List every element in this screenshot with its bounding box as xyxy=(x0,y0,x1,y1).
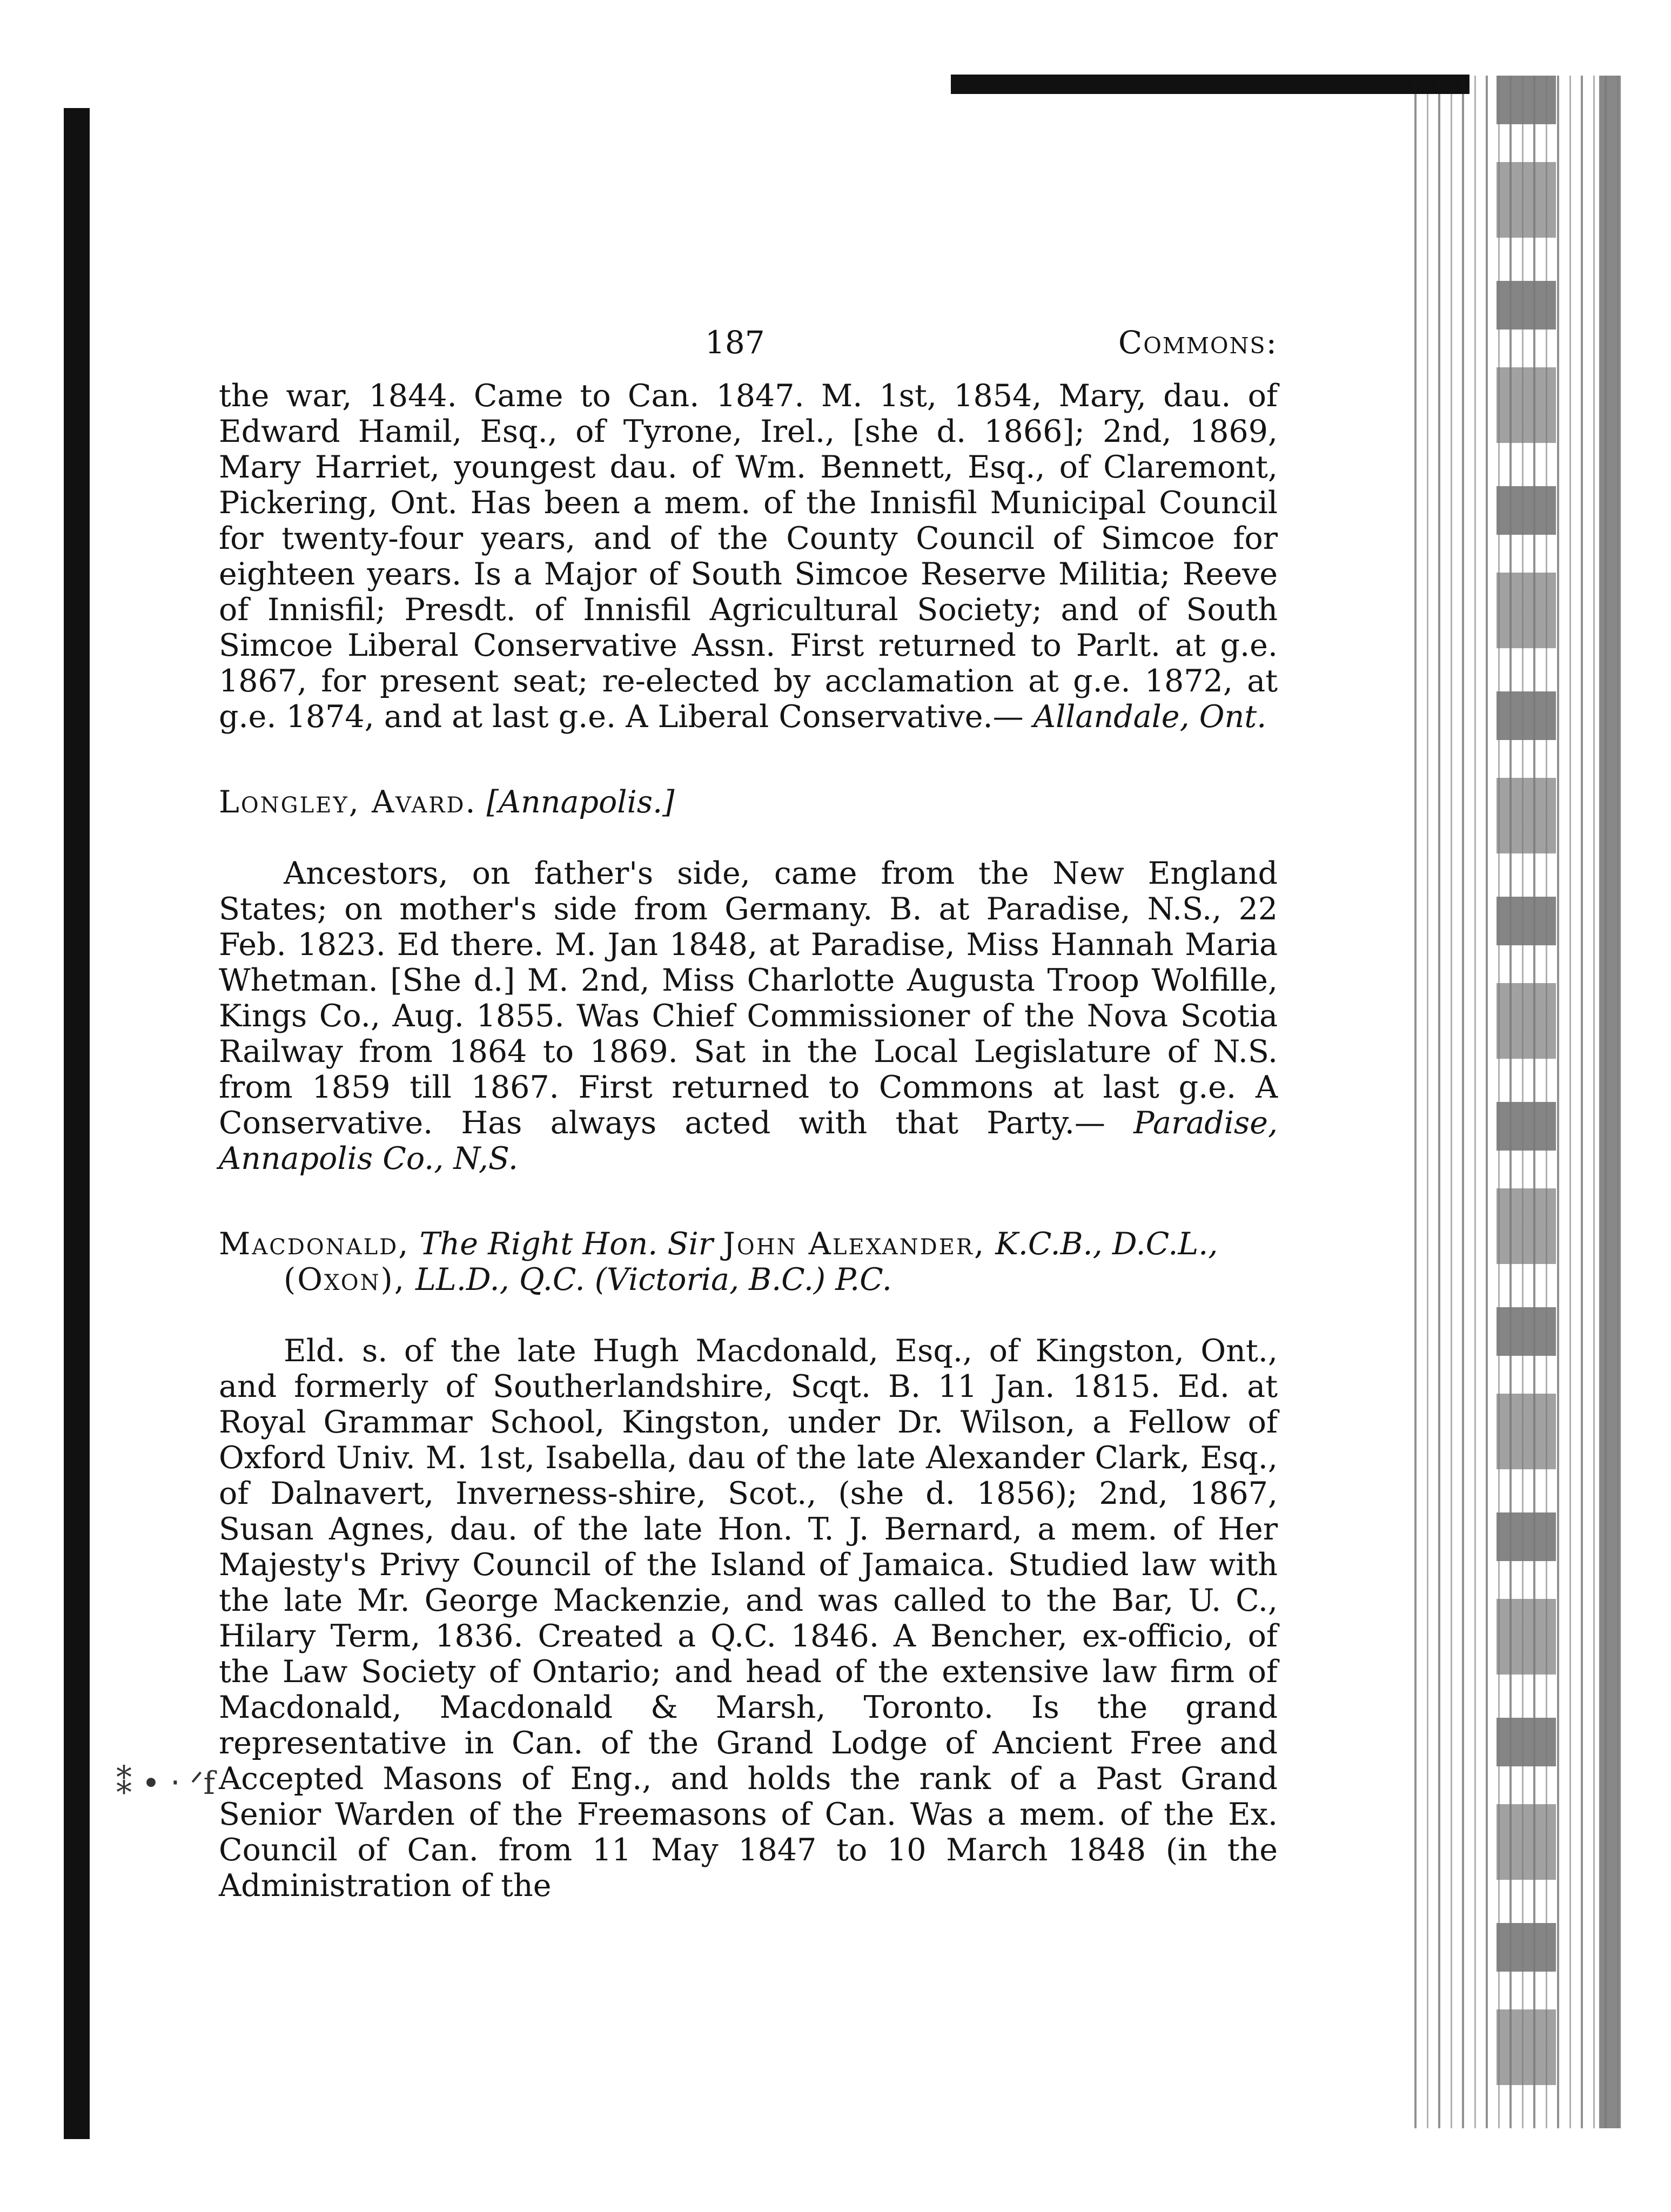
entry-heading-continuation xyxy=(219,1262,1278,1297)
entry-title: The Right Hon. Sir xyxy=(419,1226,713,1262)
entry-honours-oxon: (Oxon), xyxy=(284,1262,406,1297)
entry-post-nominal: P.C. xyxy=(835,1262,892,1297)
scan-page-edge xyxy=(1405,76,1621,2128)
entry-given-names: John Alexander, xyxy=(723,1226,986,1262)
entry-body-text: Ancestors, on father's side, came from the New England States; on mother's side from Germany. B. at Paradise, N.S., 22 Feb. 1823. Ed there. M. Jan 1848, at Paradise, Miss Hannah Maria Whetman. [She d.] M. 2nd, Miss Charlotte Augusta Troop Wolfille, Kings Co., Aug. 1855. Was Chief Commissioner of the Nova Scotia Railway from 1864 to 1869. Sat in the Local Legislature of N.S. from 1859 till 1867. First returned to Commons at last g.e. A Conservative. Has always acted with that Party.— xyxy=(219,856,1278,1141)
continued-entry-text: the war, 1844. Came to Can. 1847. M. 1st, 1854, Mary, dau. of Edward Hamil, Esq., of Tyrone, Irel., [she d. 1866]; 2nd, 1869, Mary Harriet, youngest dau. of Wm. Bennett, Esq., of Claremont, Pickering, Ont. Has been a mem. of the Innisfil Municipal Council for twenty-four years, and of the County Council of Simcoe for eighteen years. Is a Major of South Simcoe Reserve Militia; Reeve of Innisfil; Presdt. of Innisfil Agricultural Society; and of South Simcoe Liberal Conservative Assn. First returned to Parlt. at g.e. 1867, for present seat; re-elected by acclamation at g.e. 1872, at g.e. 1874, and at last g.e. A Liberal Conservative.— xyxy=(219,378,1278,735)
continued-entry xyxy=(219,378,1278,735)
page-number: 187 xyxy=(705,324,765,361)
continued-entry-address: Allandale, Ont. xyxy=(1033,699,1267,735)
running-title: Commons: xyxy=(1118,324,1278,361)
entry-body-macdonald xyxy=(219,1333,1278,1904)
entry-honours: K.C.B., D.C.L., xyxy=(995,1226,1218,1262)
entry-honours-law: LL.D., Q.C. xyxy=(415,1262,585,1297)
scan-binding-shadow xyxy=(64,108,90,2139)
entry-body-text: Eld. s. of the late Hugh Macdonald, Esq., of Kingston, Ont., and formerly of Southerlandshire, Scqt. B. 11 Jan. 1815. Ed. at Royal Grammar School, Kingston, under Dr. Wilson, a Fellow of Oxford Univ. M. 1st, Isabella, dau of the late Alexander Clark, Esq., of Dalnavert, Inverness-shire, Scot., (she d. 1856); 2nd, 1867, Susan Agnes, dau. of the late Hon. T. J. Bernard, a mem. of Her Majesty's Privy Council of the Island of Jamaica. Studied law with the late Mr. George Mackenzie, and was called to the Bar, U. C., Hilary Term, 1836. Created a Q.C. 1846. A Bencher, ex-officio, of the Law Society of Ontario; and head of the extensive law firm of Macdonald, Macdonald & Marsh, Toronto. Is the grand representative in Can. of the Grand Lodge of Ancient Free and Accepted Masons of Eng., and holds the rank of a Past Grand Senior Warden of the Freemasons of Can. Was a mem. of the Ex. Council of Can. from 11 May 1847 to 10 March 1848 (in the Administration of the xyxy=(219,1333,1278,1904)
entry-riding: (Victoria, B.C.) xyxy=(594,1262,826,1297)
entry-address: Paradise, Annapolis Co., N,S. xyxy=(219,1105,1278,1176)
entry-heading-longley xyxy=(219,784,1278,820)
scan-top-rule xyxy=(951,75,1469,94)
entry-riding: [Annapolis.] xyxy=(486,784,675,820)
entry-name: Longley, Avard. xyxy=(219,784,477,820)
margin-marks: ⁑ • ‧ ᐟf xyxy=(116,1765,215,1801)
running-head xyxy=(219,324,1278,373)
entry-name: Macdonald, xyxy=(219,1226,410,1262)
entry-heading-macdonald xyxy=(219,1226,1278,1297)
document-page xyxy=(219,324,1278,1904)
entry-body-longley xyxy=(219,856,1278,1176)
